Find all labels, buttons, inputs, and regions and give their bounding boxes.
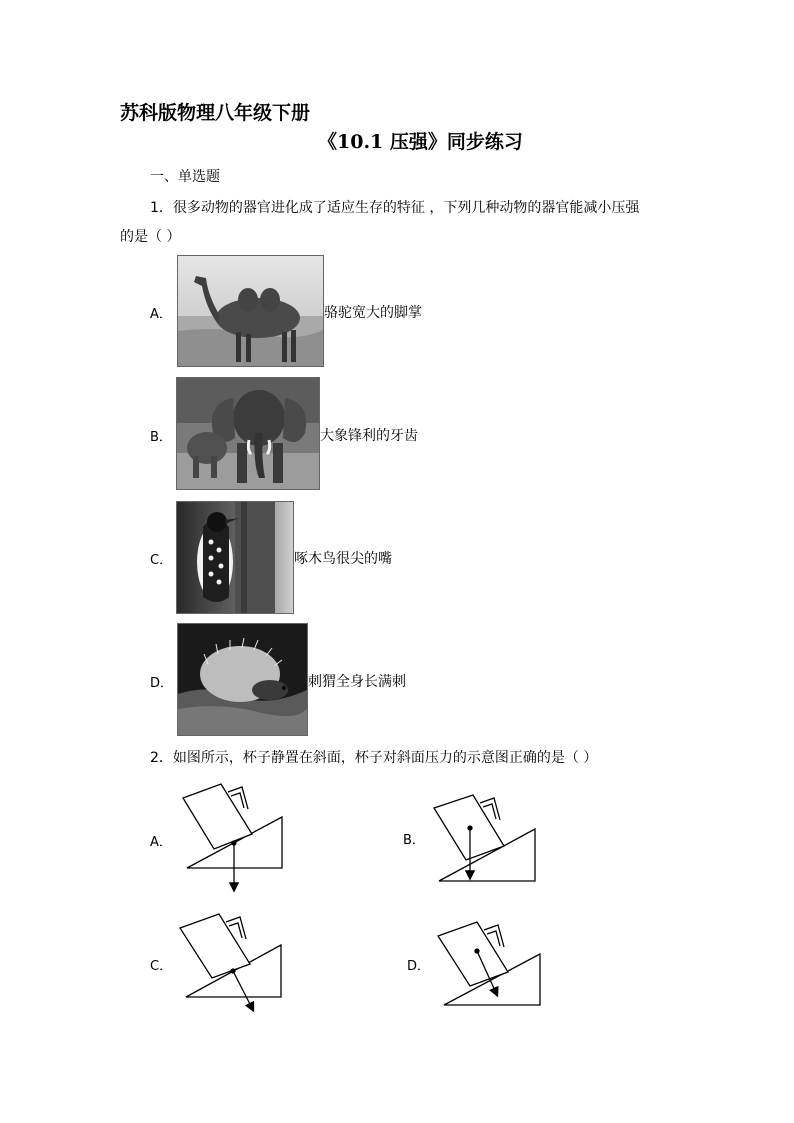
- q2-option-b-label: B．: [403, 833, 425, 848]
- q2-diagram-b: [434, 795, 535, 881]
- q2-diagram-a: [183, 784, 282, 890]
- question-1-stem-cont: 的是（ ）: [120, 229, 181, 245]
- q2-diagram-d: [438, 922, 540, 1005]
- q1-option-c-text: 啄木鸟很尖的嘴: [294, 551, 392, 567]
- q1-option-d-label: D．: [150, 676, 174, 691]
- q1-option-c-label: C．: [150, 553, 173, 568]
- q1-option-d-text: 刺猬全身长满刺: [308, 674, 406, 690]
- document-title: 苏科版物理八年级下册: [120, 102, 311, 124]
- q1-option-a-label: A．: [150, 307, 172, 322]
- q1-option-a-text: 骆驼宽大的脚掌: [324, 305, 422, 321]
- question-1-stem: 1．很多动物的器官进化成了适应生存的特征 ，下列几种动物的器官能减小压强: [150, 200, 640, 216]
- q1-option-b-text: 大象锋利的牙齿: [320, 428, 418, 444]
- document-subtitle: 《10.1 压强》同步练习: [318, 131, 523, 153]
- section-heading: 一、单选题: [150, 169, 220, 185]
- q2-option-d-label: D．: [407, 959, 431, 974]
- q1-option-b-label: B．: [150, 430, 172, 445]
- q2-diagram-c: [180, 914, 281, 1010]
- question-2-stem: 2．如图所示，杯子静置在斜面，杯子对斜面压力的示意图正确的是（ ）: [150, 750, 598, 766]
- q2-option-c-label: C．: [150, 959, 173, 974]
- q2-option-a-label: A．: [150, 835, 172, 850]
